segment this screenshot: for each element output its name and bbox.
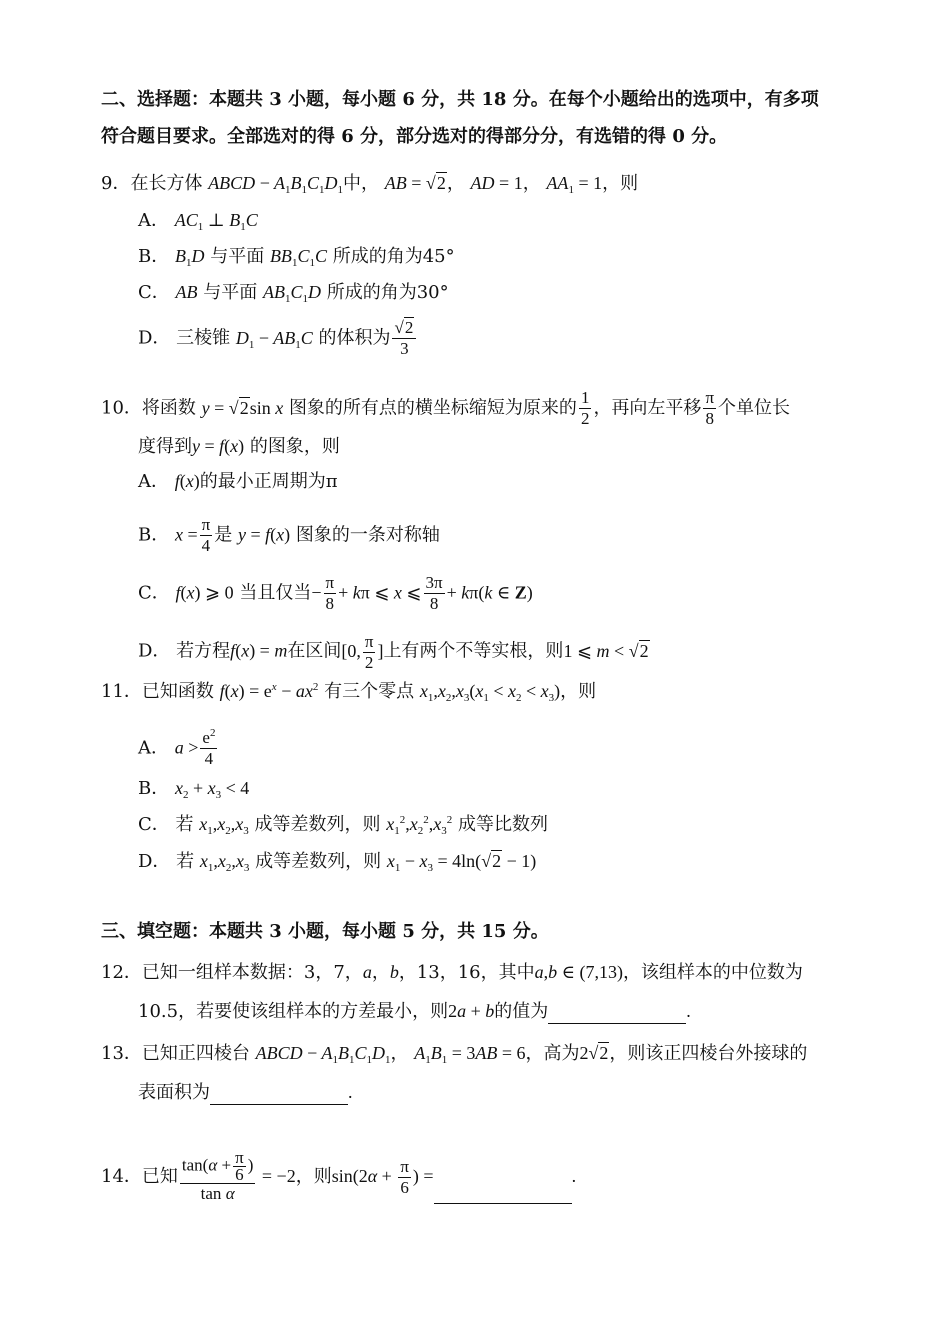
- q14-target: sin(2α + $\frac{\pi}{6}$ ) =: [331, 1157, 434, 1198]
- q9-option-b-text1: 与平面: [210, 246, 265, 267]
- q11-option-a: [138, 728, 219, 769]
- q9-option-d-text1: 三棱锥: [176, 327, 231, 349]
- q10-option-b: [138, 515, 440, 556]
- q9-option-d: [138, 318, 418, 359]
- q11-option-b-math: $x_2 + x_3 < 4$: [174, 778, 250, 801]
- q14-line: 14．已知 tan(α + $\frac{\pi}{6}$ ) tan α = −2，则sin(2α + $\frac{\pi}{6}$ ) = .: [101, 1148, 577, 1203]
- q10-option-d-interval: [0, $\frac{\pi}{2}$ ]: [341, 632, 384, 672]
- q9-option-a-math: $AC_1$ ⊥ $B_1C$: [174, 210, 258, 233]
- q10-number: 10．: [101, 397, 142, 419]
- q10-stem-line1: [101, 388, 790, 429]
- q10-func: y = √2sin x: [201, 397, 284, 418]
- q10-text4: 个单位长: [718, 397, 791, 419]
- q14-answer-blank[interactable]: [434, 1185, 572, 1204]
- q9-stem-prefix: 在长方体: [130, 173, 203, 194]
- q10-text1: 将函数: [141, 397, 196, 419]
- q10-option-b-text1: 是: [214, 524, 233, 546]
- q12-text1a: 已知一组样本数据：3，7，: [141, 962, 363, 983]
- q9-cond-ab: AB = √2: [384, 173, 446, 193]
- q10-fx: y = f(x): [192, 436, 245, 456]
- q10-option-d-eq: f(x) = m: [230, 640, 288, 661]
- q11-text1: 已知函数: [141, 681, 214, 702]
- q13-text4: ，则该正四棱台外接球的: [609, 1043, 808, 1064]
- q13-text3: ，高为: [525, 1043, 580, 1064]
- q10-text2: 图象的所有点的横坐标缩短为原来的: [288, 397, 577, 419]
- q10-option-c-range: + kπ ⩽ x ⩽: [338, 582, 422, 603]
- q9-option-d-pyramid: $D_1 - AB_1C$: [235, 327, 313, 351]
- q9-option-b-plane: $BB_1C_1C$: [269, 246, 327, 269]
- q12-var-b: b: [389, 962, 399, 982]
- q12-text1d: ，该组样本的中位数为: [622, 962, 803, 983]
- q10-option-a: [138, 469, 338, 494]
- q12-text2a: 10.5，若要使该组样本的方差最小，则: [138, 1001, 449, 1022]
- q12-line2: 10.5，若要使该组样本的方差最小，则2a + b的值为 .: [138, 1001, 691, 1022]
- q9-option-d-label: D．: [138, 327, 171, 349]
- q11-option-b: [138, 776, 249, 801]
- q10-option-d-text2: 在区间: [287, 640, 342, 662]
- q13-answer-blank[interactable]: [210, 1086, 348, 1105]
- q11-option-d-text1: 若: [176, 851, 195, 872]
- q11-option-d-text2: 成等差数列，则: [255, 851, 382, 872]
- q9-option-d-fraction: $\frac{√2}{3}$: [392, 318, 416, 359]
- q11-zeros: $x_1,x_2,x_3(x_1 < x_2 < x_3)$: [419, 681, 561, 704]
- q11-option-c-seq2: $x_1^2,x_2^2,x_3^2$: [386, 814, 453, 837]
- q13-edges: $A_1B_1 = 3AB = 6$: [414, 1043, 526, 1066]
- q11-option-a-label: A．: [138, 737, 169, 759]
- q11-stem: [101, 679, 596, 704]
- q9-stem: 9．在长方体 ABCD − $A_1B_1C_1D_1$中， AB = √2， AD = 1， $AA_1 = 1$，则: [101, 173, 639, 196]
- q9-option-c-label: C．: [138, 282, 170, 303]
- q11-text3: ，则: [560, 681, 597, 702]
- q10-option-c-text1: 当且仅当: [239, 582, 312, 604]
- q10-option-d-text3: 上有两个不等实根，则: [383, 640, 564, 662]
- q9-cond-ad: AD = 1: [470, 173, 523, 193]
- q10-option-b-label: B．: [138, 524, 170, 546]
- q11-option-c-seq1: $x_1,x_2,x_3$: [199, 814, 249, 837]
- q10-option-c: C． f(x) ⩾ 0 当且仅当− $\frac{\pi}{8}$ + kπ ⩽ x ⩽ $\frac{3\pi}{8}$ + kπ(k ∈ Z): [138, 573, 533, 613]
- q10-text6: 的图象，则: [249, 436, 340, 457]
- q10-option-c-frac1: $\frac{\pi}{8}$: [325, 573, 335, 613]
- q10-option-c-tail: + kπ(k ∈ Z): [446, 582, 533, 603]
- q13-text2: ，: [390, 1043, 409, 1064]
- q12-line1: [101, 960, 803, 985]
- q11-number: 11．: [101, 681, 142, 702]
- q10-option-b-frac: $\frac{\pi}{4}$: [201, 515, 211, 555]
- q14-equals: = −2: [257, 1166, 296, 1186]
- q11-option-d-label: D．: [138, 851, 171, 872]
- q12-text1c: ，13，16，其中: [398, 962, 535, 983]
- q9-option-c-line: AB: [175, 282, 198, 302]
- q13-text-line2: 表面积为: [138, 1082, 210, 1103]
- q12-answer-blank[interactable]: [548, 1005, 686, 1024]
- q9-option-a-label: A．: [138, 210, 169, 231]
- q11-option-d-eq: $x_1 - x_3 = 4\ln(√2 - 1)$: [386, 851, 537, 874]
- q9-prism: ABCD − $A_1B_1C_1D_1$: [208, 173, 344, 196]
- q12-cond: a,b ∈ (7,13): [534, 962, 623, 982]
- q9-stem-suffix: ，则: [602, 173, 639, 194]
- q11-option-a-frac: $\frac{e^2}{4}$: [202, 727, 216, 768]
- q13-frustum: ABCD − $A_1B_1C_1D_1$: [255, 1043, 391, 1066]
- q12-expr: 2a + b: [448, 1001, 495, 1021]
- q9-cond-aa1: $AA_1 = 1$: [546, 173, 603, 196]
- q11-option-c-text2: 成等差数列，则: [254, 814, 381, 835]
- q11-option-c-text3: 成等比数列: [457, 814, 548, 835]
- q12-text1b: ，: [371, 962, 390, 983]
- q10-option-b-fx: y = f(x): [237, 524, 291, 545]
- q11-option-c-text1: 若: [175, 814, 194, 835]
- q10-option-c-frac2: $\frac{3\pi}{8}$: [425, 573, 443, 613]
- q10-option-c-label: C．: [138, 582, 170, 604]
- q12-number: 12．: [101, 962, 142, 983]
- q13-number: 13．: [101, 1043, 142, 1064]
- q11-option-a-math: a >: [174, 737, 199, 758]
- q10-option-d-text1: 若方程: [176, 640, 231, 662]
- q10-shift: $\frac{\pi}{8}$: [705, 388, 715, 428]
- q10-option-d-label: D．: [138, 640, 171, 662]
- q9-option-b-text2: 所成的角为45°: [332, 246, 455, 267]
- q9-number: 9．: [101, 173, 131, 194]
- q13-text1: 已知正四棱台: [141, 1043, 250, 1064]
- section3-heading: 三、填空题：本题共 3 小题，每小题 5 分，共 15 分。: [101, 921, 549, 942]
- q11-option-d: [138, 849, 536, 874]
- q9-option-d-text2: 的体积为: [318, 327, 391, 349]
- q12-var-a: a: [362, 962, 372, 982]
- q10-option-d: [138, 632, 650, 673]
- q11-option-c: [138, 812, 548, 837]
- q9-option-c: [138, 280, 449, 305]
- q11-func: $f(x) = e^x - ax^2$: [219, 681, 319, 701]
- q13-line2: 表面积为 .: [138, 1082, 353, 1103]
- q10-option-d-range: 1 ⩽ m < √2: [563, 640, 649, 661]
- q11-text2: 有三个零点: [324, 681, 415, 702]
- q11-option-d-seq: $x_1,x_2,x_3$: [199, 851, 250, 874]
- section2-heading-line2: 符合题目要求。全部选对的得 6 分，部分选对的得部分分，有选错的得 0 分。: [101, 126, 728, 147]
- q13-height: 2√2: [579, 1043, 609, 1063]
- q10-text3: ，再向左平移: [593, 397, 702, 419]
- q10-option-b-text2: 图象的一条对称轴: [295, 524, 440, 546]
- q14-text1: 已知: [141, 1166, 178, 1187]
- q10-option-a-text: 的最小正周期为π: [199, 471, 338, 492]
- q14-text2: ，则: [295, 1166, 332, 1187]
- q13-line1: [101, 1041, 807, 1066]
- q14-number: 14．: [101, 1166, 142, 1187]
- q11-option-c-label: C．: [138, 814, 170, 835]
- q12-text2b: 的值为: [494, 1001, 549, 1022]
- q10-option-b-x: x =: [174, 524, 198, 545]
- q10-option-a-label: A．: [138, 471, 169, 492]
- q9-option-b-label: B．: [138, 246, 170, 267]
- q9-option-a: [138, 208, 258, 233]
- section2-heading-line1: 二、选择题：本题共 3 小题，每小题 6 分，共 18 分。在每个小题给出的选项中，有多项: [101, 89, 819, 110]
- q10-option-c-ineq: f(x) ⩾ 0: [175, 582, 234, 603]
- q9-option-c-plane: $AB_1C_1D$: [262, 282, 321, 305]
- q10-stem-line2: [138, 434, 340, 459]
- q10-half: $\frac{1}{2}$: [580, 388, 590, 428]
- q10-text5: 度得到: [138, 436, 192, 457]
- q9-option-b: [138, 244, 455, 269]
- q9-stem-mid: 中，: [343, 173, 380, 194]
- q9-option-c-text1: 与平面: [203, 282, 258, 303]
- q9-option-c-text2: 所成的角为30°: [326, 282, 449, 303]
- q10-option-a-fx: f(x): [174, 471, 200, 491]
- q11-option-b-label: B．: [138, 778, 170, 799]
- q9-option-b-line: $B_1D$: [174, 246, 205, 269]
- q14-fraction: tan(α + $\frac{\pi}{6}$ ) tan α: [181, 1148, 254, 1203]
